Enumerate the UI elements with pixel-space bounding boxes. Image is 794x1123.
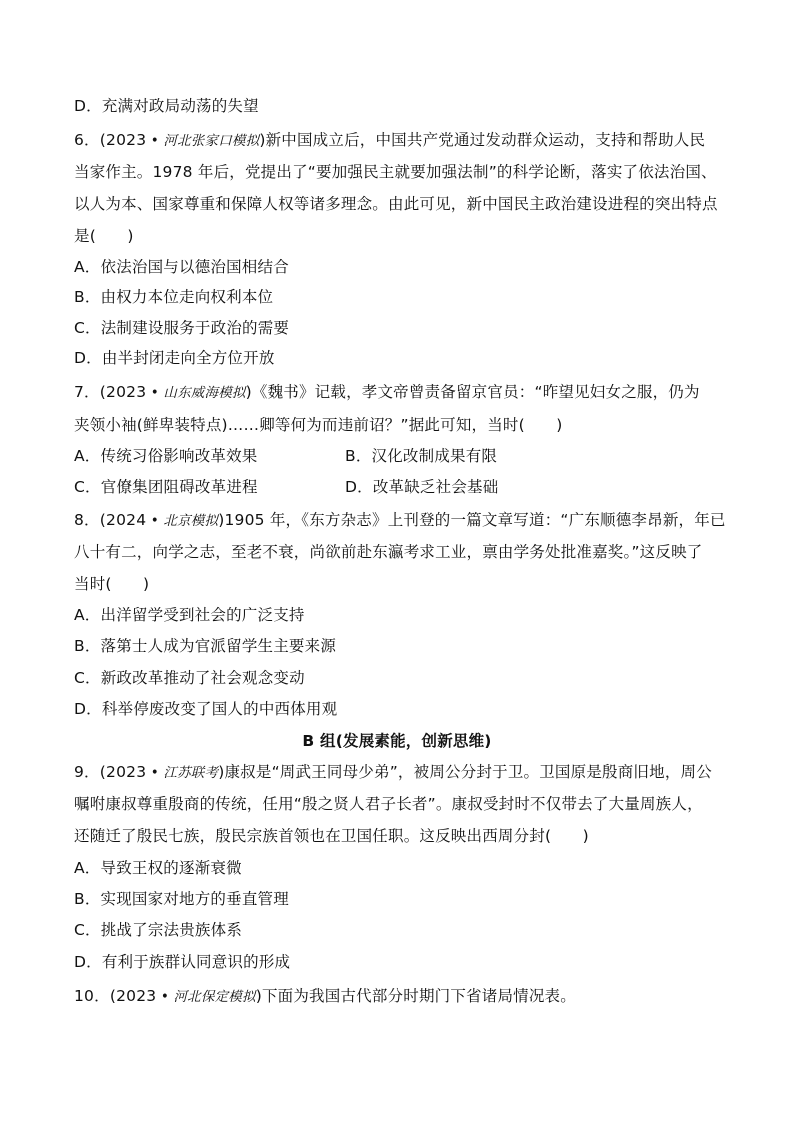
q8-stem-text-1: 1905 年，《东方杂志》上刊登的一篇文章写道：“广东顺德李昂新，年已 <box>224 511 726 529</box>
q6-option-a: A．依法治国与以德治国相结合 <box>74 258 289 276</box>
q7-source-close: ) <box>245 383 252 401</box>
q6-stem-line-3: 以人为本、国家尊重和保障人权等诸多理念。由此可见，新中国民主政治建设进程的突出特点 <box>74 195 718 213</box>
q5-option-d: D．充满对政局动荡的失望 <box>74 97 259 115</box>
q6-stem-line-2: 当家作主。1978 年后，党提出了“要加强民主就要加强法制”的科学论断，落实了依法治国、 <box>74 163 717 181</box>
q6-source: • 河北张家口模拟 <box>146 133 260 149</box>
q6-option-b: B．由权力本位走向权利本位 <box>74 288 274 306</box>
q9-option-a: A．导致王权的逐渐衰微 <box>74 859 242 877</box>
q8-source: • 北京模拟 <box>146 513 219 529</box>
q7-number: 7． <box>74 383 100 401</box>
q8-number: 8． <box>74 511 100 529</box>
q9-option-d: D．有利于族群认同意识的形成 <box>74 953 291 971</box>
q9-stem-line-2: 嘱咐康叔尊重殷商的传统，任用“殷之贤人君子长者”。康叔受封时不仅带去了大量周族人， <box>74 795 703 813</box>
q10-stem-text-1: 下面为我国古代部分时期门下省诸局情况表。 <box>261 987 576 1005</box>
q6-source-open: (2023 <box>99 131 147 149</box>
q7-options-row-1 <box>74 446 714 466</box>
q7-stem-line-1 <box>74 382 700 403</box>
q10-source-open: (2023 <box>109 987 157 1005</box>
q7-source-open: (2023 <box>99 383 147 401</box>
q10-source: • 河北保定模拟 <box>156 989 256 1005</box>
q8-stem-line-1 <box>74 510 726 531</box>
q7-option-c: C．官僚集团阻碍改革进程 <box>74 478 258 496</box>
q7-stem-line-2: 夹领小袖(鲜卑装特点)……卿等何为而违前诏？”据此可知，当时( ) <box>74 416 563 434</box>
q8-source-close: ) <box>218 511 225 529</box>
section-b-heading: B 组(发展素能，创新思维) <box>302 732 492 750</box>
q7-source: • 山东威海模拟 <box>146 385 246 401</box>
q9-option-c: C．挑战了宗法贵族体系 <box>74 921 243 939</box>
q7-options-row-2 <box>74 477 714 497</box>
q7-option-b: B．汉化改制成果有限 <box>345 447 498 465</box>
q6-stem-line-1 <box>74 130 705 151</box>
q10-source-close: ) <box>255 987 262 1005</box>
q9-number: 9． <box>74 763 100 781</box>
q9-source: • 江苏联考 <box>146 765 219 781</box>
q9-option-b: B．实现国家对地方的垂直管理 <box>74 890 289 908</box>
q6-stem-text-1: 新中国成立后，中国共产党通过发动群众运动，支持和帮助人民 <box>265 131 706 149</box>
q8-stem-line-3: 当时( ) <box>74 575 150 593</box>
q7-stem-text-1: 《魏书》记载，孝文帝曾责备留京官员：“昨望见妇女之服，仍为 <box>251 383 700 401</box>
q6-option-c: C．法制建设服务于政治的需要 <box>74 319 290 337</box>
q7-option-d: D．改革缺乏社会基础 <box>345 478 499 496</box>
q9-stem-line-1 <box>74 762 712 783</box>
q8-option-b: B．落第士人成为官派留学生主要来源 <box>74 637 337 655</box>
q9-stem-line-3: 还随迁了殷民七族，殷民宗族首领也在卫国任职。这反映出西周分封( ) <box>74 827 589 845</box>
q8-source-open: (2024 <box>99 511 147 529</box>
q8-option-c: C．新政改革推动了社会观念变动 <box>74 669 305 687</box>
q6-source-close: ) <box>259 131 266 149</box>
q6-stem-line-4: 是( ) <box>74 227 134 245</box>
q8-option-d: D．科举停废改变了国人的中西体用观 <box>74 700 338 718</box>
q8-stem-line-2: 八十有二，向学之志，至老不衰，尚欲前赴东瀛考求工业，禀由学务处批准嘉奖。”这反映了 <box>74 543 703 561</box>
q10-stem-line-1 <box>74 986 576 1007</box>
q9-source-close: ) <box>218 763 225 781</box>
q9-stem-text-1: 康叔是“周武王同母少弟”，被周公分封于卫。卫国原是殷商旧地，周公 <box>224 763 712 781</box>
q9-source-open: (2023 <box>99 763 147 781</box>
q6-number: 6． <box>74 131 100 149</box>
q7-option-a: A．传统习俗影响改革效果 <box>74 447 258 465</box>
q6-option-d: D．由半封闭走向全方位开放 <box>74 349 275 367</box>
q10-number: 10． <box>74 987 110 1005</box>
q8-option-a: A．出洋留学受到社会的广泛支持 <box>74 606 305 624</box>
